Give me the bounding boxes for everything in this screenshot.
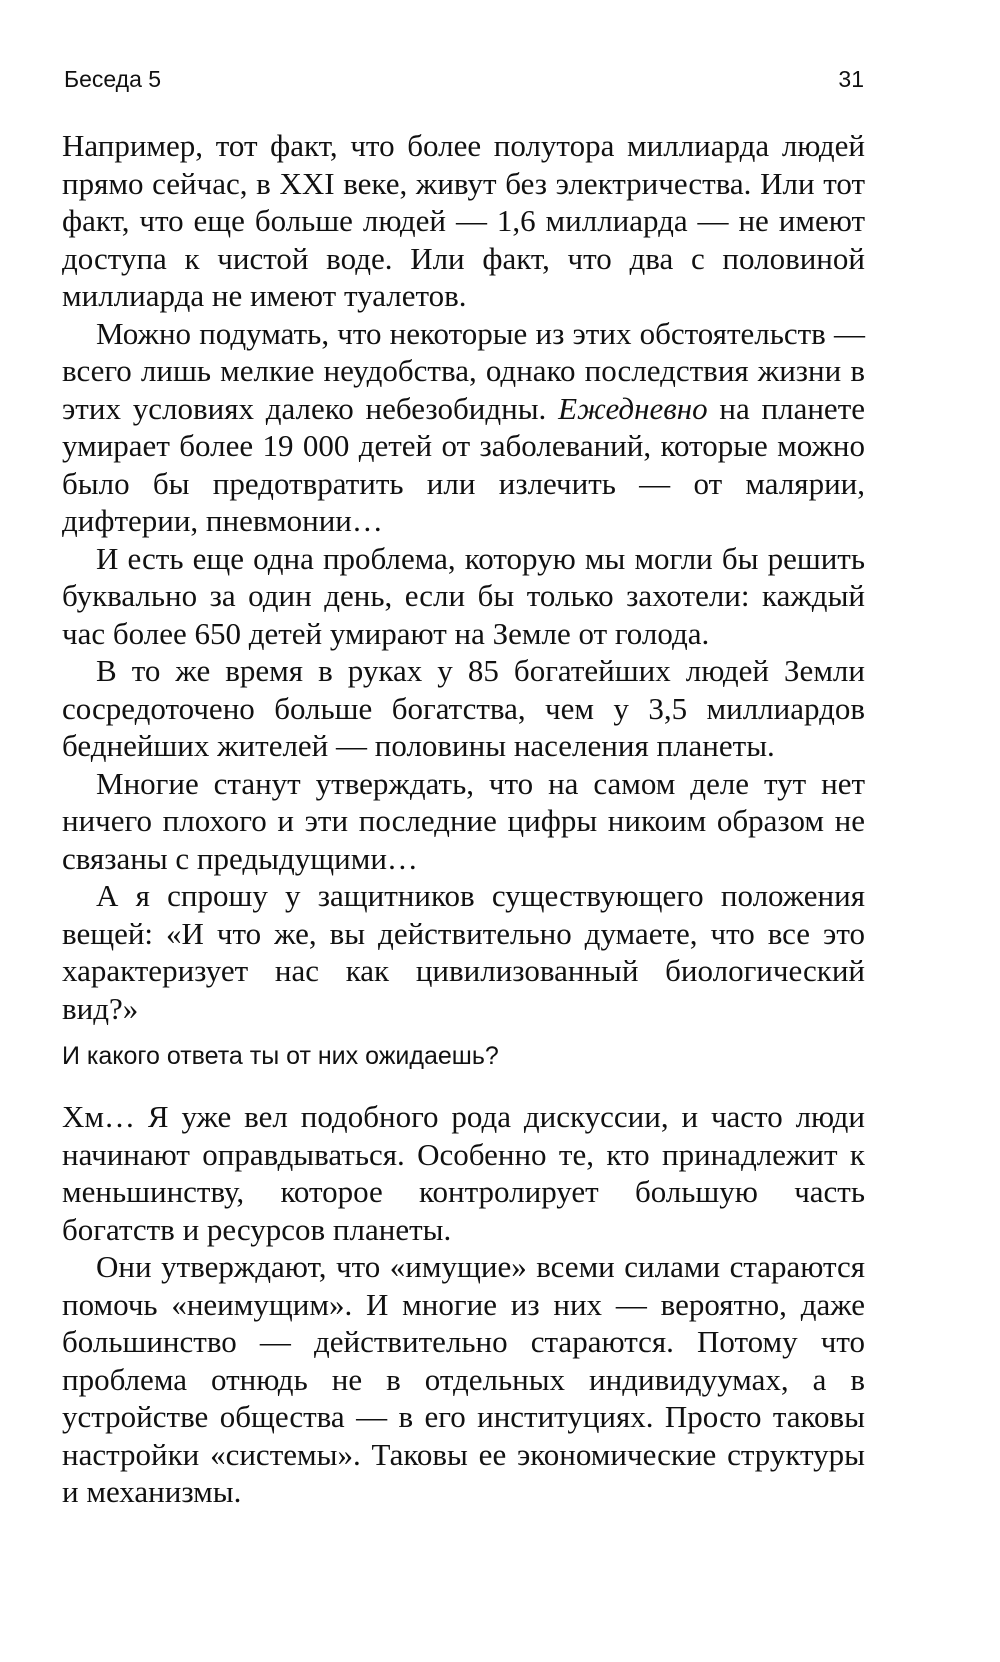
paragraph-text: Можно подумать, что некоторые из этих обстоятельств — всего лишь мелкие неудобства, однако последствия жизни в этих условиях далеко небезобидны.: [62, 315, 865, 426]
paragraph: Например, тот факт, что более полутора миллиарда людей прямо сейчас, в XXI веке, живут без электричества. Или тот факт, что еще больше людей — 1,6 миллиарда — не имеют доступа к чистой воде. Или факт, что два с половиной миллиарда не имеют туалетов.: [62, 128, 865, 313]
body-section-1: [62, 127, 865, 1027]
paragraph: [62, 315, 865, 540]
emphasis-text: Ежедневно: [558, 390, 708, 426]
paragraph: И есть еще одна проблема, которую мы могли бы решить буквально за один день, если бы только захотели: каждый час более 650 детей умирают на Земле от голода.: [62, 540, 865, 651]
interviewer-question: И какого ответа ты от них ожидаешь?: [62, 1042, 499, 1070]
paragraph-text: на планете умирает более 19 000 детей от заболеваний, которые можно было бы предотвратить или излечить — от малярии, дифтерии, пневмонии…: [62, 390, 866, 538]
paragraph: В то же время в руках у 85 богатейших людей Земли сосредоточено больше богатства, чем у 3,5 миллиардов беднейших жителей — половины населения планеты.: [62, 653, 865, 763]
paragraph: А я спрошу у защитников существующего положения вещей: «И что же, вы действительно думаете, что все это характеризует нас как цивилизованный биологический вид?»: [62, 878, 865, 1026]
body-section-2: [62, 1098, 865, 1511]
running-header: [64, 66, 864, 100]
paragraph: Многие станут утверждать, что на самом деле тут нет ничего плохого и эти последние цифры никоим образом не связаны с предыдущими…: [62, 765, 865, 876]
chapter-title: Беседа 5: [64, 66, 162, 92]
page-number: 31: [838, 66, 864, 92]
paragraph: Хм… Я уже вел подобного рода дискуссии, и часто люди начинают оправдываться. Особенно те, кто принадлежит к меньшинству, которое контролирует большую часть богатств и ресурсов планеты.: [62, 1099, 865, 1247]
paragraph: Они утверждают, что «имущие» всеми силами стараются помочь «неимущим». И многие из них — вероятно, даже большинство — действительно стараются. Потому что проблема отнюдь не в отдельных индивидуумах, а в устройстве общества — в его институциях. Просто таковы настройки «системы». Таковы ее экономические структуры и механизмы.: [62, 1249, 865, 1509]
